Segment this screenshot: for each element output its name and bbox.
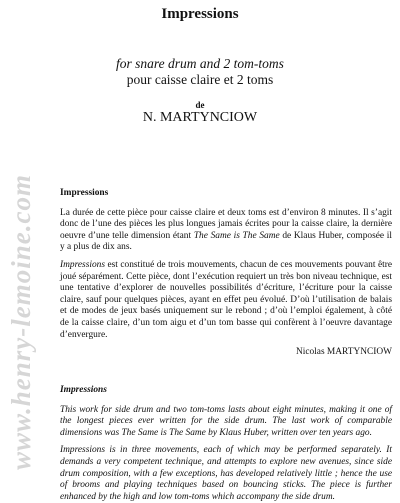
french-section [60, 188, 392, 359]
page-title: Impressions [161, 6, 239, 22]
publisher-watermark: www.henry-lemoine.com [6, 174, 36, 470]
english-paragraph-1: This work for side drum and two tom-toms lasts about eight minutes, making it one of the longest pieces ever written for the side drum. The last work of comparable dimensions was The Same is The Same by Klaus Huber, written over ten years ago. [60, 404, 392, 438]
composer-name: N. MARTYNCIOW [142, 110, 258, 125]
french-p2-work-title: Impressions [60, 259, 105, 270]
french-p1-part-1: La durée de cette pièce pour caisse claire et deux toms est d’environ 8 minutes. Il s’agit donc de l’une des pièces les plus longues jamais écrites pour la caisse claire, la dernière oeuvre d’une telle dimension étant [60, 207, 392, 241]
english-section [60, 385, 392, 503]
french-paragraph-2 [60, 260, 392, 341]
french-p1-work-title: The Same is The Same [193, 230, 280, 241]
subtitle-french: pour caisse claire et 2 toms [126, 72, 274, 87]
by-label: de [195, 100, 205, 110]
english-heading: Impressions [60, 385, 107, 395]
french-heading: Impressions [60, 188, 109, 198]
french-p1-part-3: de Klaus Huber, composée il y a plus de dix ans. [60, 230, 392, 253]
french-p2-text: est constitué de trois mouvements, chacun de ces mouvements pouvant être joué séparément. Cette pièce, dont l’exécution requiert un très bon niveau technique, est une tentative d’explorer de nouvelles possibilités d’écriture, l’écriture pour la caisse claire, sauf pour quelques pièces, ayant en effet peu évolué. D’où l’utilisation de balais et de modes de jeux basés uniquement sur le rebond ; d’où l’emploi également, à côté de la caisse claire, d’un tom aigu et d’un tom basse qui confèrent à l’oeuvre davantage d’envergure. [60, 259, 392, 340]
french-paragraph-1 [60, 208, 392, 254]
signature: Nicolas MARTYNCIOW [295, 347, 392, 358]
english-paragraph-2: Impressions is in three movements, each of which may be performed separately. It demands a very competent technique, and attempts to explore new avenues, since side drum composition, with a few exceptions, has developed relatively little ; hence the use of brooms and playing techniques based on bouncing sticks. The piece is further enhanced by the high and low tom-toms which accompany the side drum. [60, 445, 392, 502]
subtitle-english: for snare drum and 2 tom-toms [116, 56, 284, 71]
